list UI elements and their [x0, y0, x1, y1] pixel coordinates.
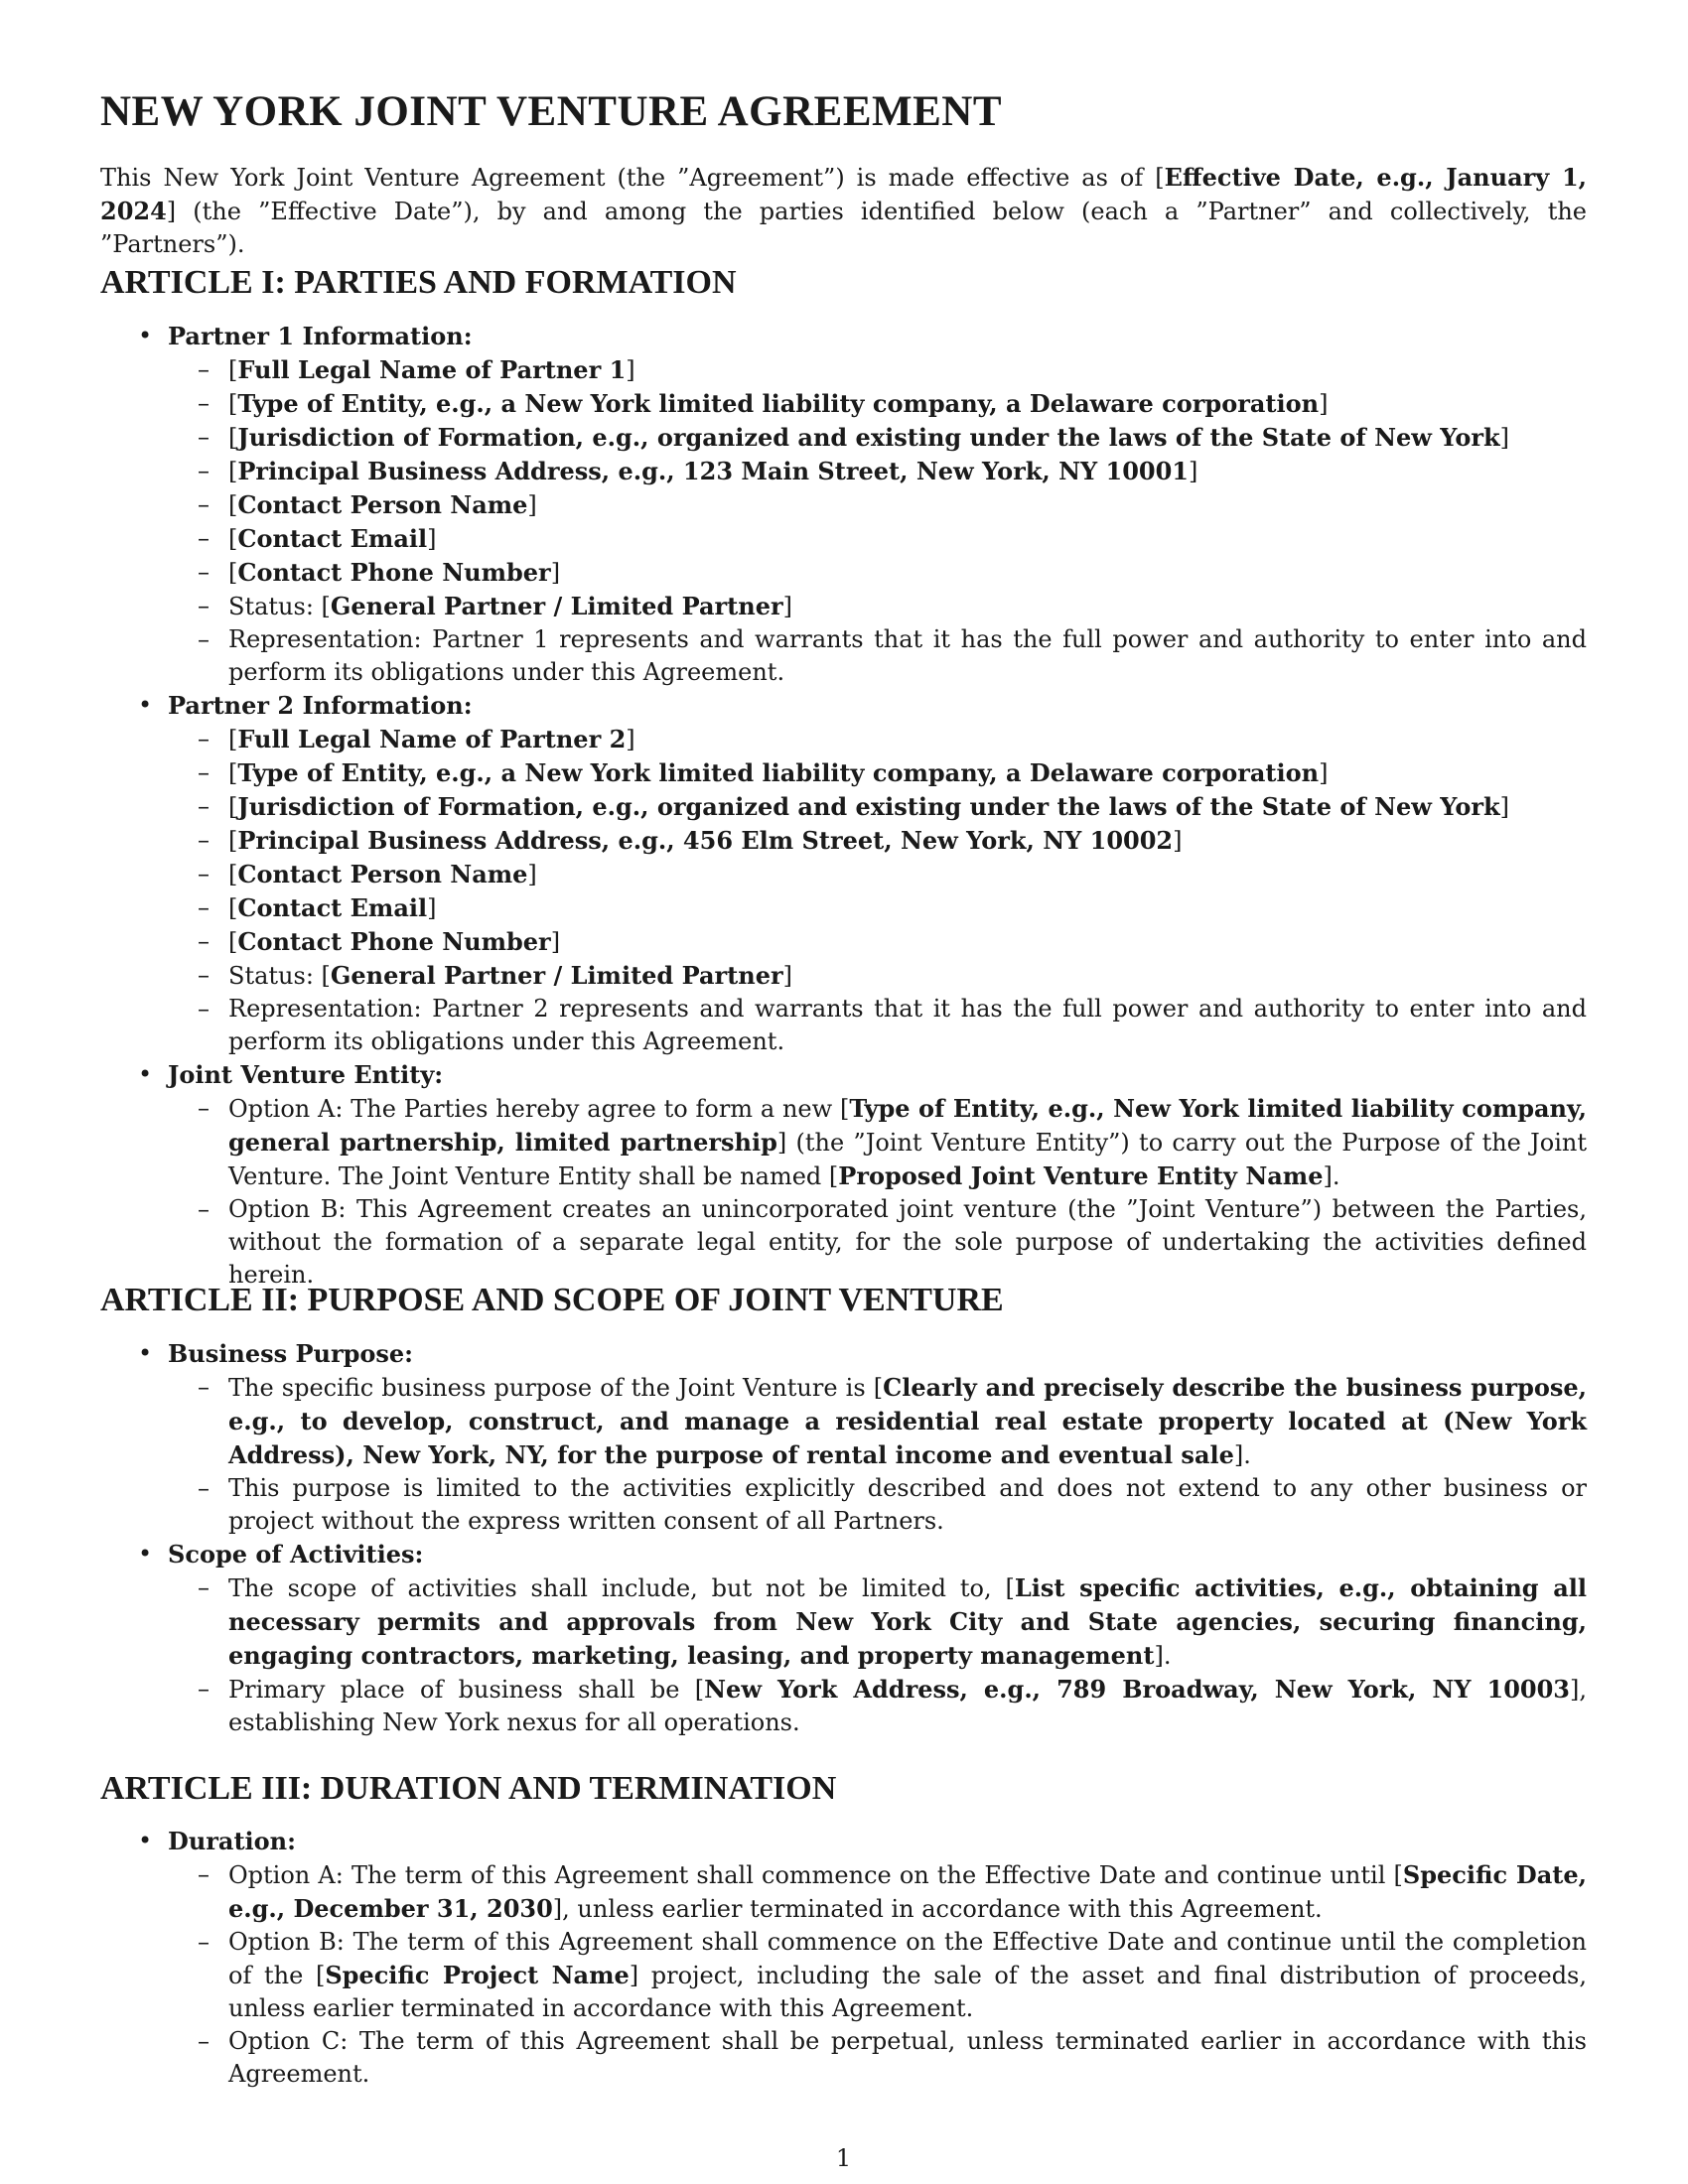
- article-1-list: [100, 320, 1587, 1292]
- jv-entity-item: [100, 1058, 1587, 1292]
- dash: –: [198, 423, 210, 451]
- list-item: – Option B: This Agreement creates an unincorporated joint venture (the ”Joint Venture”) between the Parties, without the formation of a separate legal entity, for the sole purpose of undertaking the activities defined herein.: [198, 1195, 1587, 1289]
- scope-label: Scope of Activities:: [168, 1540, 424, 1569]
- duration-label: Duration:: [168, 1827, 296, 1855]
- placeholder-field: Type of Entity, e.g., New York limited liability company, general partnership, limited partnership: [228, 1094, 1587, 1157]
- bullet: •: [138, 1540, 153, 1568]
- list-item: – The specific business purpose of the Joint Venture is [Clearly and precisely describe the business purpose, e.g., to develop, construct, and manage a residential real estate property located at (New York Address), New York, NY, for the purpose of rental income and eventual sale].: [198, 1373, 1588, 1469]
- placeholder-field: Type of Entity, e.g., a New York limited liability company, a Delaware corporation: [237, 389, 1320, 418]
- placeholder-field: General Partner / Limited Partner: [330, 592, 783, 620]
- article-2-heading: ARTICLE II: PURPOSE AND SCOPE OF JOINT VENTURE: [100, 1282, 1004, 1318]
- placeholder-field: Contact Person Name: [237, 490, 528, 519]
- dash: –: [198, 792, 210, 820]
- list-item: – [Contact Person Name]: [198, 860, 537, 888]
- dash: –: [198, 1573, 210, 1601]
- list-item: – Status: [General Partner / Limited Partner]: [198, 592, 792, 620]
- intro-paragraph: [100, 161, 1587, 261]
- bullet: •: [138, 322, 153, 349]
- placeholder-field: Jurisdiction of Formation, e.g., organized and existing under the laws of the State of New York: [237, 792, 1500, 821]
- dash: –: [198, 625, 210, 653]
- placeholder-field: Contact Phone Number: [237, 927, 551, 956]
- list-item: – [Jurisdiction of Formation, e.g., organized and existing under the laws of the State of New York]: [198, 792, 1509, 821]
- intro-text: This New York Joint Venture Agreement (the ”Agreement”) is made effective as of [: [100, 164, 1165, 192]
- list-item: – [Contact Person Name]: [198, 490, 537, 519]
- bullet: •: [138, 691, 153, 719]
- dash: –: [198, 826, 210, 854]
- dash: –: [198, 860, 210, 887]
- placeholder-field: Principal Business Address, e.g., 456 Elm Street, New York, NY 10002: [237, 826, 1174, 855]
- dash: –: [198, 725, 210, 752]
- dash: –: [198, 1094, 210, 1122]
- placeholder-field: Contact Person Name: [237, 860, 528, 888]
- placeholder-field: Proposed Joint Venture Entity Name: [838, 1161, 1324, 1190]
- duration-item: [100, 1825, 1587, 2091]
- partner-1-item: [100, 320, 1587, 689]
- list-item: – [Contact Email]: [198, 524, 437, 553]
- dash: –: [198, 1373, 210, 1401]
- bullet: •: [138, 1827, 153, 1854]
- list-item: – [Type of Entity, e.g., a New York limited liability company, a Delaware corporation]: [198, 389, 1329, 418]
- article-2-list: [100, 1337, 1587, 1739]
- dash: –: [198, 1474, 210, 1502]
- scope-item: [100, 1538, 1587, 1739]
- partner-1-label: Partner 1 Information:: [168, 322, 473, 350]
- placeholder-field: Full Legal Name of Partner 1: [237, 355, 627, 384]
- article-3-heading: ARTICLE III: DURATION AND TERMINATION: [100, 1770, 837, 1807]
- document-page: [100, 0, 1587, 2184]
- list-item: – [Full Legal Name of Partner 1]: [198, 355, 635, 384]
- list-item: – Status: [General Partner / Limited Partner]: [198, 961, 792, 990]
- effective-date-placeholder: Effective Date, e.g., January 1, 2024: [100, 163, 1587, 225]
- list-item: [168, 623, 1587, 689]
- placeholder-field: General Partner / Limited Partner: [330, 961, 783, 990]
- list-item: – [Jurisdiction of Formation, e.g., organized and existing under the laws of the State of New York]: [198, 423, 1509, 452]
- list-item: – The scope of activities shall include, but not be limited to, [List specific activities, e.g., obtaining all necessary permits and approvals from New York City and State agencies, securing financing, engaging contractors, marketing, leasing, and property management].: [198, 1573, 1588, 1670]
- list-item: – Option A: The term of this Agreement shall commence on the Effective Date and continue until [Specific Date, e.g., December 31, 2030], unless earlier terminated in accordance with this Agreement.: [198, 1860, 1588, 1923]
- dash: –: [198, 558, 210, 586]
- list-item: – [Contact Email]: [198, 893, 437, 922]
- dash: –: [198, 1675, 210, 1703]
- representation-text: Representation: Partner 1 represents and warrants that it has the full power and authority to enter into and perform its obligations under this Agreement.: [228, 625, 1587, 686]
- dash: –: [198, 1195, 210, 1223]
- list-item: – [Full Legal Name of Partner 2]: [198, 725, 635, 753]
- dash: –: [198, 355, 210, 383]
- intro-text: ] (the ”Effective Date”), by and among the parties identified below (each a ”Partner” and collectively, the ”Partners”).: [100, 198, 1587, 258]
- dash: –: [198, 961, 210, 989]
- dash: –: [198, 524, 210, 552]
- list-item: – Option A: The Parties hereby agree to form a new [Type of Entity, e.g., New York limited liability company, general partnership, limited partnership] (the ”Joint Venture Entity”) to carry out the Purpose of the Joint Venture. The Joint Venture Entity shall be named [Proposed Joint Venture Entity Name].: [198, 1094, 1587, 1190]
- dash: –: [198, 758, 210, 786]
- bullet: •: [138, 1060, 153, 1088]
- business-purpose-item: [100, 1337, 1587, 1538]
- article-1-heading: ARTICLE I: PARTIES AND FORMATION: [100, 264, 737, 301]
- dash: –: [198, 893, 210, 921]
- placeholder-field: Clearly and precisely describe the business purpose, e.g., to develop, construct, and manage a residential real estate property located at (New York Address), New York, NY, for the purpose of rental income and eventual sale: [228, 1373, 1588, 1469]
- placeholder-field: Contact Phone Number: [237, 558, 551, 587]
- article-3-list: [100, 1825, 1587, 2091]
- list-item: – This purpose is limited to the activities explicitly described and does not extend to any other business or project without the express written consent of all Partners.: [198, 1474, 1587, 1535]
- bullet: •: [138, 1339, 153, 1367]
- placeholder-field: Jurisdiction of Formation, e.g., organized and existing under the laws of the State of New York: [237, 423, 1500, 452]
- representation-text: Representation: Partner 2 represents and warrants that it has the full power and authority to enter into and perform its obligations under this Agreement.: [228, 995, 1587, 1055]
- placeholder-field: Type of Entity, e.g., a New York limited liability company, a Delaware corporation: [237, 758, 1320, 787]
- page-number: 1: [835, 2144, 852, 2172]
- dash: –: [198, 995, 210, 1023]
- dash: –: [198, 457, 210, 484]
- placeholder-field: Full Legal Name of Partner 2: [237, 725, 627, 753]
- placeholder-field: Contact Email: [237, 524, 428, 553]
- list-item: – [Contact Phone Number]: [198, 558, 561, 587]
- placeholder-field: List specific activities, e.g., obtaining all necessary permits and approvals from New York City and State agencies, securing financing, engaging contractors, marketing, leasing, and property management: [228, 1573, 1588, 1670]
- dash: –: [198, 927, 210, 955]
- list-item: – [Principal Business Address, e.g., 123 Main Street, New York, NY 10001]: [198, 457, 1198, 485]
- list-item: – [Type of Entity, e.g., a New York limited liability company, a Delaware corporation]: [198, 758, 1329, 787]
- list-item: – Option C: The term of this Agreement shall be perpetual, unless terminated earlier in accordance with this Agreement.: [198, 2027, 1587, 2088]
- placeholder-field: Specific Date, e.g., December 31, 2030: [228, 1860, 1588, 1923]
- partner-2-label: Partner 2 Information:: [168, 691, 473, 720]
- document-title: NEW YORK JOINT VENTURE AGREEMENT: [100, 88, 1003, 135]
- placeholder-field: Specific Project Name: [325, 1961, 630, 1989]
- placeholder-field: New York Address, e.g., 789 Broadway, New York, NY 10003: [704, 1675, 1571, 1704]
- dash: –: [198, 1928, 210, 1956]
- list-item: – [Contact Phone Number]: [198, 927, 561, 956]
- dash: –: [198, 592, 210, 619]
- placeholder-field: Principal Business Address, e.g., 123 Main Street, New York, NY 10001: [237, 457, 1190, 485]
- jv-entity-label: Joint Venture Entity:: [168, 1060, 444, 1089]
- list-item: – Primary place of business shall be [New York Address, e.g., 789 Broadway, New York, NY 10003], establishing New York nexus for all operations.: [198, 1675, 1588, 1736]
- list-item: – Option B: The term of this Agreement shall commence on the Effective Date and continue until the completion of the [Specific Project Name] project, including the sale of the asset and final distribution of proceeds, unless earlier terminated in accordance with this Agreement.: [198, 1928, 1587, 2022]
- dash: –: [198, 2027, 210, 2055]
- placeholder-field: Contact Email: [237, 893, 428, 922]
- partner-2-item: [100, 689, 1587, 1058]
- dash: –: [198, 1860, 210, 1888]
- list-item: [168, 993, 1587, 1058]
- business-purpose-label: Business Purpose:: [168, 1339, 414, 1368]
- list-item: – [Principal Business Address, e.g., 456 Elm Street, New York, NY 10002]: [198, 826, 1183, 855]
- dash: –: [198, 490, 210, 518]
- dash: –: [198, 389, 210, 417]
